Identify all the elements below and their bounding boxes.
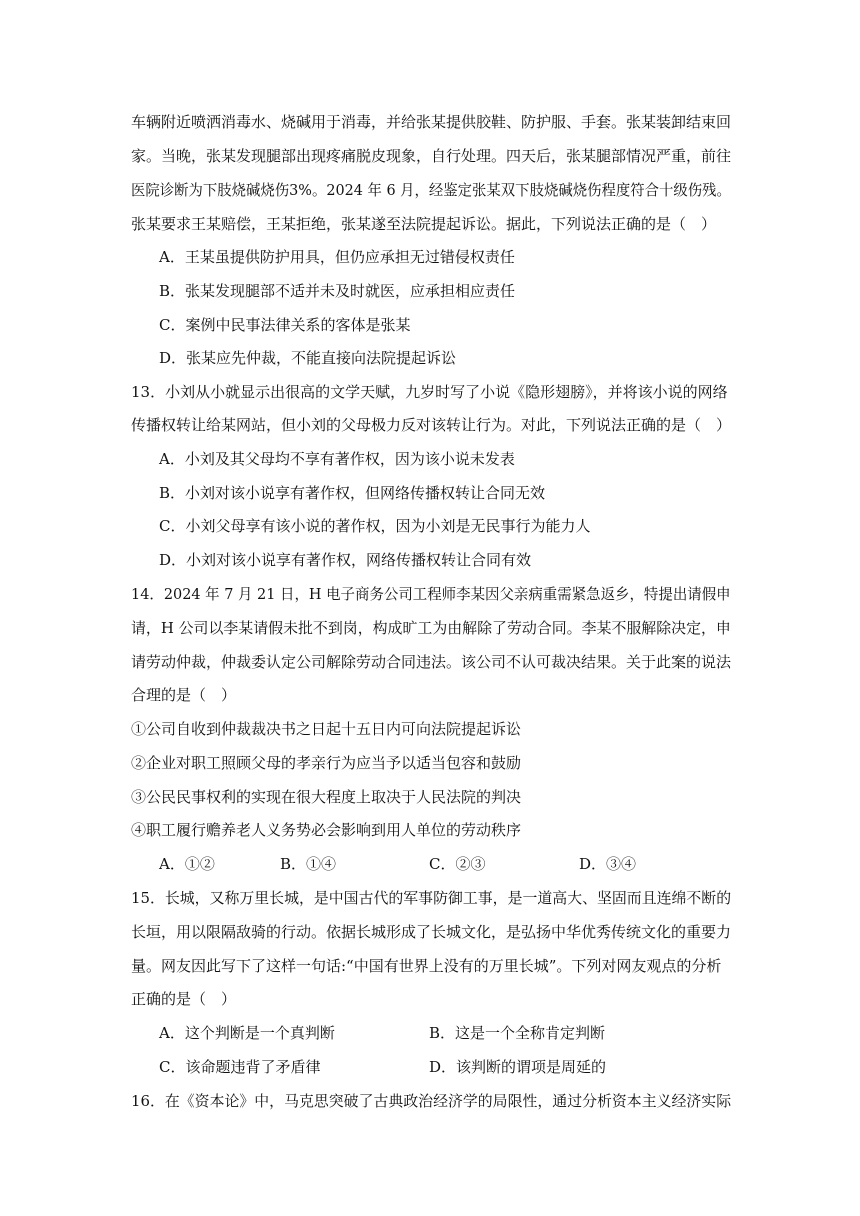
q14-line-2: 请，H 公司以李某请假未批不到岗，构成旷工为由解除了劳动合同。李某不服解除决定，申 [131, 619, 731, 637]
q12-option-d: D．张某应先仲裁，不能直接向法院提起诉讼 [159, 349, 457, 367]
q14-option-d: D．③④ [579, 855, 637, 873]
q13-option-a: A．小刘及其父母均不享有著作权，因为该小说未发表 [159, 450, 515, 468]
q15-option-a: A．这个判断是一个真判断 [159, 1024, 335, 1042]
q12-option-b: B．张某发现腿部不适并未及时就医，应承担相应责任 [159, 282, 516, 300]
q13-option-c: C．小刘父母享有该小说的著作权，因为小刘是无民事行为能力人 [159, 517, 591, 535]
q12-line-4: 张某要求王某赔偿，王某拒绝，张某遂至法院提起诉讼。据此，下列说法正确的是（ ） [131, 215, 717, 233]
q15-line-3: 量。网友因此写下了这样一句话:“中国有世界上没有的万里长城”。下列对网友观点的分析 [131, 957, 722, 975]
q15-line-4: 正确的是（ ） [131, 990, 237, 1008]
q14-statement-2: ②企业对职工照顾父母的孝亲行为应当予以适当包容和鼓励 [131, 754, 522, 772]
q15-option-b: B．这是一个全称肯定判断 [429, 1024, 606, 1042]
q12-option-c: C．案例中民事法律关系的客体是张某 [159, 316, 411, 334]
q15-line-1: 15．长城，又称万里长城，是中国古代的军事防御工事，是一道高大、坚固而且连绵不断的 [131, 889, 732, 907]
q12-option-a: A．王某虽提供防护用具，但仍应承担无过错侵权责任 [159, 248, 515, 266]
q14-option-a: A．①② [159, 855, 215, 873]
q15-option-c: C．该命题违背了矛盾律 [159, 1058, 321, 1076]
q14-statement-3: ③公民民事权利的实现在很大程度上取决于人民法院的判决 [131, 788, 522, 806]
q14-line-1: 14．2024 年 7 月 21 日，H 电子商务公司工程师李某因父亲病重需紧急返乡，特提出请假申 [131, 585, 731, 603]
q14-option-b: B．①④ [280, 855, 337, 873]
q13-line-1: 13．小刘从小就显示出很高的文学天赋，九岁时写了小说《隐形翅膀》，并将该小说的网络 [131, 383, 728, 401]
q14-line-3: 请劳动仲裁，仲裁委认定公司解除劳动合同违法。该公司不认可裁决结果。关于此案的说法 [131, 653, 732, 671]
q12-line-3: 医院诊断为下肢烧碱烧伤3%。2024 年 6 月，经鉴定张某双下肢烧碱烧伤程度符合十级伤残。 [131, 181, 731, 199]
q12-line-1: 车辆附近喷洒消毒水、烧碱用于消毒，并给张某提供胶鞋、防护服、手套。张某装卸结束回 [131, 113, 732, 131]
q14-line-4: 合理的是（ ） [131, 686, 237, 704]
q15-line-2: 长垣，用以限隔敌骑的行动。依据长城形成了长城文化，是弘扬中华优秀传统文化的重要力 [131, 923, 732, 941]
q14-option-c: C．②③ [429, 855, 486, 873]
q14-statement-1: ①公司自收到仲裁裁决书之日起十五日内可向法院提起诉讼 [131, 720, 522, 738]
q14-statement-4: ④职工履行赡养老人义务势必会影响到用人单位的劳动秩序 [131, 821, 522, 839]
q12-line-2: 家。当晚，张某发现腿部出现疼痛脱皮现象，自行处理。四天后，张某腿部情况严重，前往 [131, 147, 732, 165]
q16-line-1: 16．在《资本论》中，马克思突破了古典政治经济学的局限性，通过分析资本主义经济实际 [131, 1092, 732, 1110]
q13-option-b: B．小刘对该小说享有著作权，但网络传播权转让合同无效 [159, 484, 546, 502]
q13-option-d: D．小刘对该小说享有著作权，网络传播权转让合同有效 [159, 551, 532, 569]
q13-line-2: 传播权转让给某网站，但小刘的父母极力反对该转让行为。对此，下列说法正确的是（ ） [131, 416, 732, 434]
q15-option-d: D．该判断的谓项是周延的 [429, 1058, 607, 1076]
